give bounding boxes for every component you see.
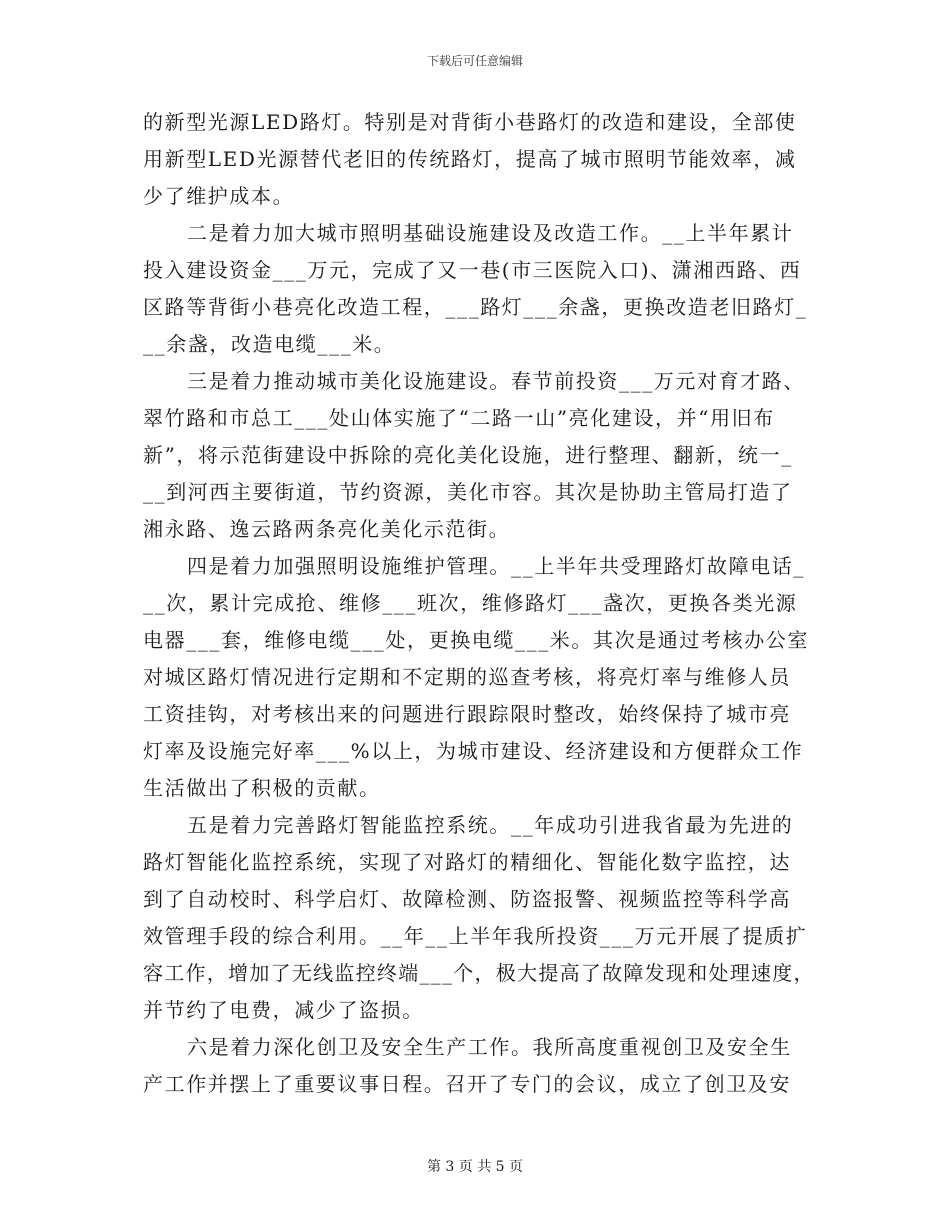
body-line: 并节约了电费，减少了盗损。 bbox=[143, 998, 424, 1022]
paragraph-start-line: 二是着力加大城市照明基础设施建设及改造工作。__上半年累计 bbox=[187, 221, 794, 245]
body-line: __余盏，改造电缆___米。 bbox=[143, 332, 396, 356]
body-line: 少了维护成本。 bbox=[143, 184, 295, 208]
body-line: 灯率及设施完好率___%以上，为城市建设、经济建设和方便群众工作 bbox=[143, 739, 804, 763]
body-line: 湘永路、逸云路两条亮化美化示范街。 bbox=[143, 517, 511, 541]
body-line: 生活做出了积极的贡献。 bbox=[143, 776, 381, 800]
body-line: 用新型LED光源替代老旧的传统路灯，提高了城市照明节能效率，减 bbox=[143, 147, 797, 171]
body-line: 投入建设资金___万元，完成了又一巷(市三医院入口)、潇湘西路、西 bbox=[143, 258, 802, 282]
body-line: 路灯智能化监控系统，实现了对路灯的精细化、智能化数字监控，达 bbox=[143, 850, 791, 874]
body-line: 新”，将示范街建设中拆除的亮化美化设施，进行整理、翻新，统一_ bbox=[143, 443, 793, 467]
page-header-note: 下载后可任意编辑 bbox=[426, 54, 523, 68]
body-line: 产工作并摆上了重要议事日程。召开了专门的会议，成立了创卫及安 bbox=[143, 1072, 791, 1096]
body-line: 到了自动校时、科学启灯、故障检测、防盗报警、视频监控等科学高 bbox=[143, 887, 791, 911]
body-line: __次，累计完成抢、维修___班次，维修路灯___盏次，更换各类光源 bbox=[143, 591, 798, 615]
page-number: 第 3 页 共 5 页 bbox=[426, 1159, 524, 1175]
document-body bbox=[143, 104, 815, 1103]
paragraph-start-line: 四是着力加强照明设施维护管理。__上半年共受理路灯故障电话_ bbox=[187, 554, 805, 578]
body-line: 电器___套，维修电缆___处，更换电缆___米。其次是通过考核办公室 bbox=[143, 628, 809, 652]
body-line: 容工作，增加了无线监控终端___个，极大提高了故障发现和处理速度， bbox=[143, 961, 815, 985]
paragraph-start-line: 三是着力推动城市美化设施建设。春节前投资___万元对育才路、 bbox=[187, 369, 805, 393]
body-line: 效管理手段的综合利用。__年__上半年我所投资___万元开展了提质扩 bbox=[143, 924, 808, 948]
body-line: __到河西主要街道，节约资源，美化市容。其次是协助主管局打造了 bbox=[143, 480, 793, 504]
body-line: 的新型光源LED路灯。特别是对背街小巷路灯的改造和建设，全部使 bbox=[143, 110, 797, 134]
paragraph-start-line: 五是着力完善路灯智能监控系统。__年成功引进我省最为先进的 bbox=[187, 813, 794, 837]
body-line: 对城区路灯情况进行定期和不定期的巡查考核，将亮灯率与维修人员 bbox=[143, 665, 791, 689]
paragraph-start-line: 六是着力深化创卫及安全生产工作。我所高度重视创卫及安全生 bbox=[187, 1035, 792, 1059]
body-line: 翠竹路和市总工___处山体实施了“二路一山”亮化建设，并“用旧布 bbox=[143, 406, 775, 430]
body-line: 工资挂钩，对考核出来的问题进行跟踪限时整改，始终保持了城市亮 bbox=[143, 702, 791, 726]
body-line: 区路等背街小巷亮化改造工程，___路灯___余盏，更换改造老旧路灯_ bbox=[143, 295, 808, 319]
